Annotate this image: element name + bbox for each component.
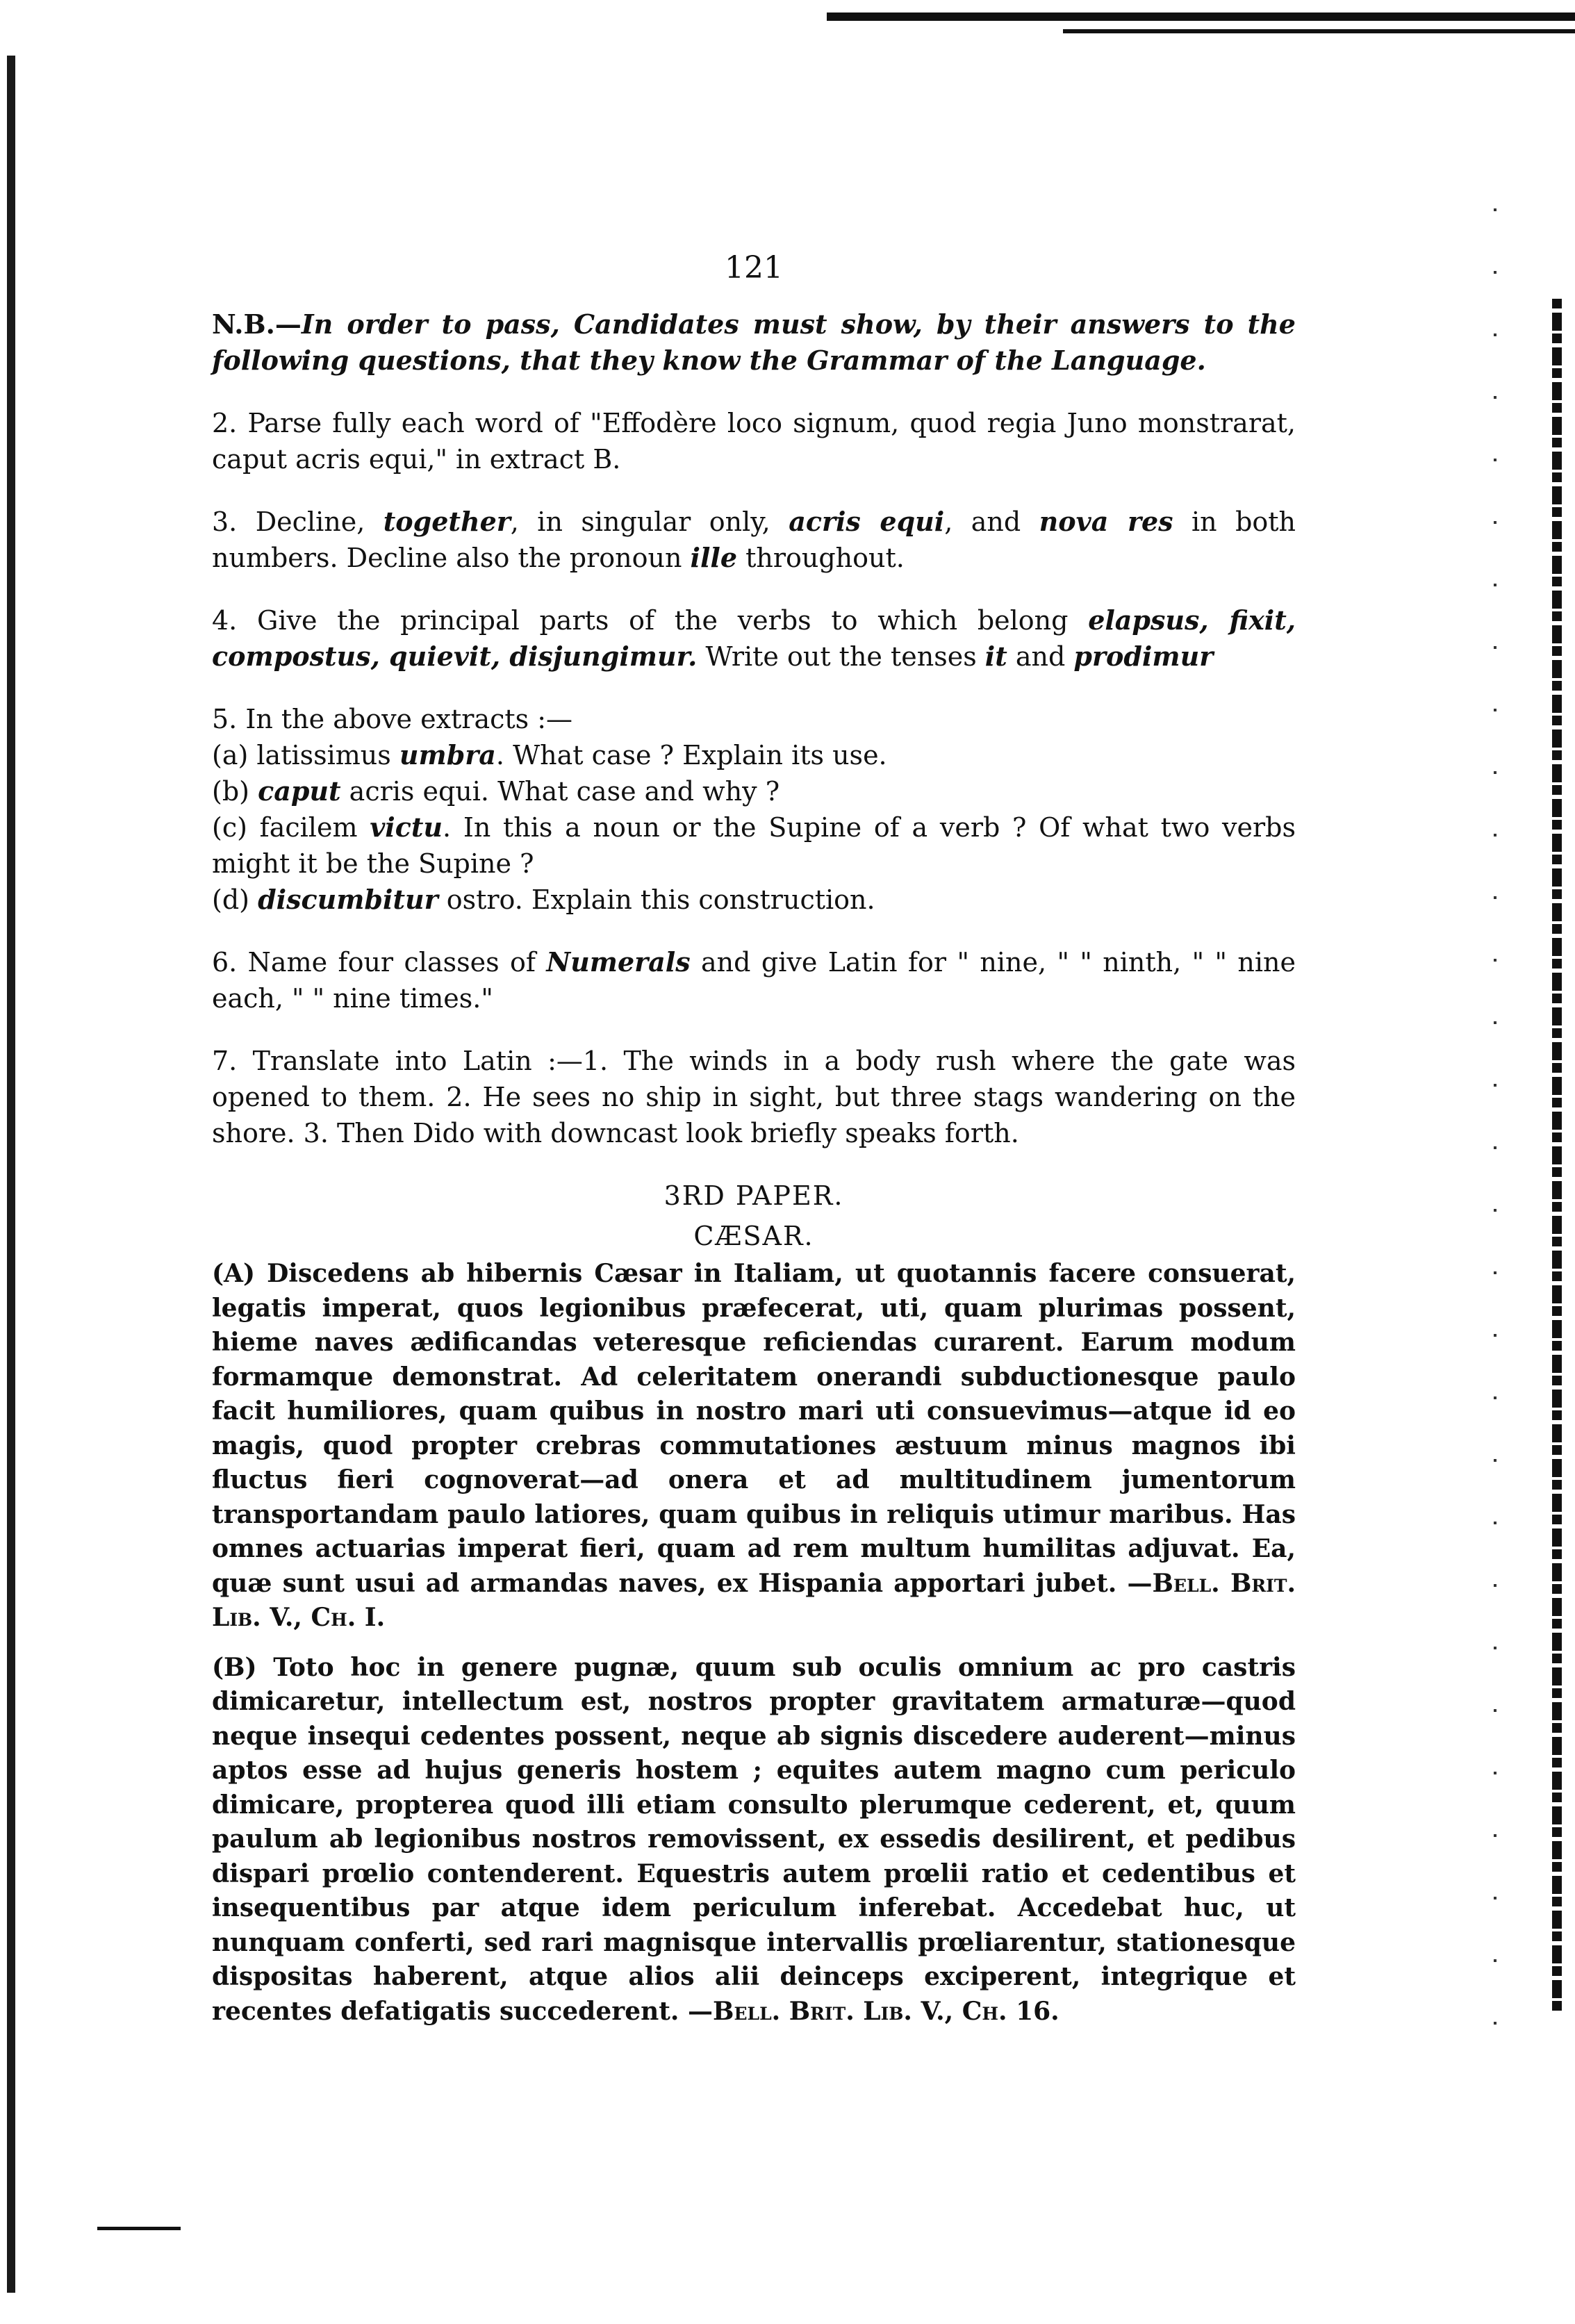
- q5c-text: . In this a noun or the Supine of a verb ? Of what two verbs might it be the Supine ?: [212, 812, 1296, 879]
- scan-edge-top-secondary: [1063, 29, 1575, 33]
- passage-b: [212, 1651, 1296, 2029]
- q5d-label: (d): [212, 884, 258, 915]
- note-text: In order to pass, Candidates must show, by their answers to the following questions, that they know the Grammar of the Language.: [212, 308, 1296, 376]
- q5-intro: 5. In the above extracts :—: [212, 704, 573, 734]
- q5b-label: (b): [212, 776, 258, 807]
- q5-part-b: [212, 773, 1296, 809]
- passage-a: [212, 1257, 1296, 1635]
- q5d-term: discumbitur: [258, 884, 438, 915]
- q4-text-1: 4. Give the principal parts of the verbs to which belong: [212, 605, 1089, 636]
- q6-term-1: Numerals: [546, 946, 691, 978]
- scan-edge-top: [827, 13, 1575, 21]
- question-4: [212, 602, 1296, 675]
- paper-heading: 3RD PAPER.: [663, 1180, 844, 1211]
- passage-a-source: —Bell. Brit. Lib. V., Ch. I.: [212, 1568, 1296, 1632]
- candidate-note: [212, 306, 1296, 379]
- q5c-term: victu: [370, 811, 443, 843]
- q6-text-1: 6. Name four classes of: [212, 947, 547, 978]
- q5a-text: . What case ? Explain its use.: [495, 740, 887, 770]
- q3-term-2: acris equi: [789, 506, 945, 537]
- question-6: [212, 944, 1296, 1016]
- q3-term-4: ille: [690, 542, 738, 573]
- q4-text-3: and: [1007, 641, 1074, 672]
- passage-b-source: —Bell. Brit. Lib. V., Ch. 16.: [688, 1996, 1059, 2026]
- passage-b-text: (B) Toto hoc in genere pugnæ, quum sub oculis omnium ac pro castris dimicaretur, intellectum est, nostros propter gravitatem armaturæ—quod neque insequi cedentes possent, neque ab signis discedere auderent—minus aptos esse ad hujus generis hostem ; equites autem magno cum periculo dimicare, propterea quod illi etiam consulto plerumque cederent, et, quum paulum ab legionibus nostros removissent, ex essedis desilirent, et pedibus dispari prœlio contenderent. Equestris autem prœlii ratio et cedentibus et insequentibus par atque idem periculum inferebat. Accedebat huc, ut nunquam conferti, sed rari magnisque intervallis prœliarentur, stationesque dispositas haberent, atque alios alii deinceps exciperent, integrique et recentes defatigatis succederent.: [212, 1652, 1296, 2026]
- q3-text-5: throughout.: [737, 543, 905, 573]
- scan-edge-bottom-mark: [97, 2227, 181, 2230]
- q5-part-d: [212, 882, 1296, 918]
- q5a-label: (a) latissimus: [212, 740, 399, 770]
- q3-text-4: in both numbers. Decline also the pronoun: [212, 506, 1296, 573]
- author-heading: CÆSAR.: [693, 1221, 814, 1251]
- question-2: 2. Parse fully each word of "Effodère loco signum, quod regia Juno monstrarat, caput acris equi," in extract B.: [212, 408, 1296, 475]
- q3-text-2: , in singular only,: [510, 506, 789, 537]
- note-lead: N.B.—: [212, 308, 302, 340]
- q4-term-1: elapsus, fixit, compostus, quievit, disjungimur.: [212, 604, 1296, 672]
- q5a-term: umbra: [399, 739, 496, 770]
- q3-text-1: 3. Decline,: [212, 506, 384, 537]
- q5b-text: acris equi. What case and why ?: [340, 776, 780, 807]
- q5b-term: caput: [258, 775, 341, 807]
- exam-page: [212, 250, 1296, 2044]
- q6-text-2: and give Latin for " nine, " " ninth, " " nine each, " " nine times.": [212, 947, 1296, 1014]
- q5c-label: (c) facilem: [212, 812, 370, 843]
- q4-term-2: it: [984, 641, 1007, 672]
- q5d-text: ostro. Explain this construction.: [438, 884, 875, 915]
- scan-edge-left: [7, 56, 15, 2293]
- q3-term-1: together: [383, 506, 511, 537]
- scan-dust-marks: [1494, 208, 1496, 2084]
- page-number: 121: [725, 250, 783, 286]
- q3-term-3: nova res: [1039, 506, 1173, 537]
- scan-edge-right: [1552, 299, 1562, 2015]
- question-3: [212, 504, 1296, 576]
- question-5: [212, 701, 1296, 918]
- q3-text-3: , and: [944, 506, 1039, 537]
- q5-part-c: [212, 809, 1296, 882]
- q4-term-3: prodimur: [1073, 641, 1214, 672]
- q4-text-2: Write out the tenses: [697, 641, 985, 672]
- question-7: 7. Translate into Latin :—1. The winds in a body rush where the gate was opened to them. 2. He sees no ship in sight, but three stags wandering on the shore. 3. Then Dido with downcast look briefly speaks forth.: [212, 1046, 1296, 1148]
- q5-part-a: [212, 737, 1296, 773]
- passage-a-text: (A) Discedens ab hibernis Cæsar in Italiam, ut quotannis facere consuerat, legatis imperat, quos legionibus præfecerat, uti, quam plurimas possent, hieme naves ædificandas veteresque reficiendas curarent. Earum modum formamque demonstrat. Ad celeritatem onerandi subductionesque paulo facit humiliores, quam quibus in nostro mari uti consuevimus—atque id eo magis, quod propter crebras commutationes æstuum minus magnos ibi fluctus fieri cognoverat—ad onera et ad multitudinem jumentorum transportandam paulo latiores, quam quibus in reliquis utimur maribus. Has omnes actuarias imperat fieri, quam ad rem multum humilitas adjuvat. Ea, quæ sunt usui ad armandas naves, ex Hispania apportari jubet.: [212, 1259, 1296, 1598]
